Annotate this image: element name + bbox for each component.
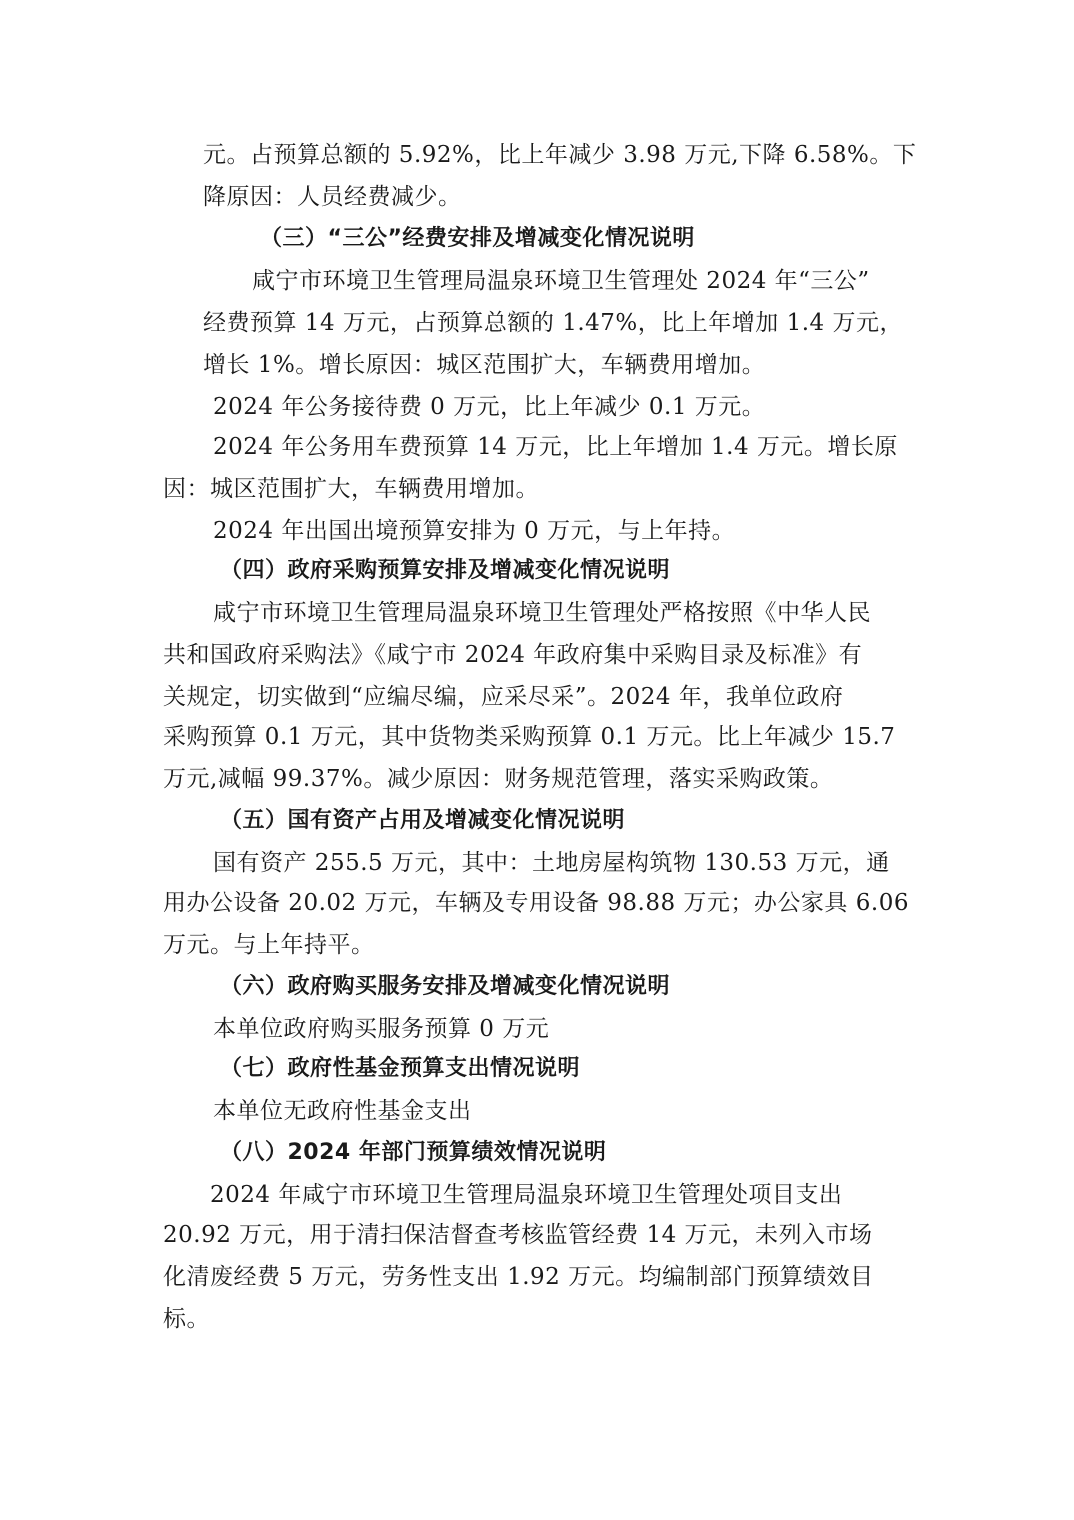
text-line: 本单位政府购买服务预算 0 万元 — [213, 1016, 550, 1042]
text-line: 元。占预算总额的 5.92%，比上年减少 3.98 万元,下降 6.58%。下 — [203, 142, 917, 168]
text-line: 共和国政府采购法》《咸宁市 2024 年政府集中采购目录及标准》有 — [163, 642, 863, 668]
section-heading: （八）2024 年部门预算绩效情况说明 — [220, 1140, 607, 1165]
text-line: 20.92 万元，用于清扫保洁督查考核监管经费 14 万元，未列入市场 — [163, 1222, 873, 1248]
text-line: 增长 1%。增长原因：城区范围扩大，车辆费用增加。 — [203, 352, 766, 378]
text-line: 关规定，切实做到“应编尽编，应采尽采”。2024 年，我单位政府 — [163, 684, 844, 710]
text-line: 咸宁市环境卫生管理局温泉环境卫生管理处严格按照《中华人民 — [213, 600, 871, 626]
section-heading: （七）政府性基金预算支出情况说明 — [220, 1056, 581, 1081]
text-line: 采购预算 0.1 万元，其中货物类采购预算 0.1 万元。比上年减少 15.7 — [163, 724, 896, 750]
text-line: 万元,减幅 99.37%。减少原因：财务规范管理，落实采购政策。 — [163, 766, 834, 792]
text-line: 2024 年公务用车费预算 14 万元，比上年增加 1.4 万元。增长原 — [213, 434, 898, 460]
text-line: 降原因：人员经费减少。 — [203, 184, 462, 210]
text-line: 经费预算 14 万元，占预算总额的 1.47%，比上年增加 1.4 万元， — [203, 310, 903, 336]
text-line: 万元。与上年持平。 — [163, 932, 375, 958]
section-heading: （四）政府采购预算安排及增减变化情况说明 — [220, 558, 671, 583]
text-line: 化清废经费 5 万元，劳务性支出 1.92 万元。均编制部门预算绩效目 — [163, 1264, 874, 1290]
text-line: 本单位无政府性基金支出 — [213, 1098, 472, 1124]
text-line: 咸宁市环境卫生管理局温泉环境卫生管理处 2024 年“三公” — [252, 268, 870, 294]
text-line: 2024 年出国出境预算安排为 0 万元，与上年持。 — [213, 518, 736, 544]
text-line: 国有资产 255.5 万元，其中：土地房屋构筑物 130.53 万元，通 — [213, 850, 890, 876]
text-line: 用办公设备 20.02 万元，车辆及专用设备 98.88 万元；办公家具 6.06 — [163, 890, 909, 916]
text-line: 标。 — [163, 1306, 210, 1332]
text-line: 2024 年公务接待费 0 万元，比上年减少 0.1 万元。 — [213, 394, 766, 420]
section-heading: （三）“三公”经费安排及增减变化情况说明 — [260, 226, 695, 251]
section-heading: （五）国有资产占用及增减变化情况说明 — [220, 808, 626, 833]
text-line: 因：城区范围扩大，车辆费用增加。 — [163, 476, 539, 502]
text-line: 2024 年咸宁市环境卫生管理局温泉环境卫生管理处项目支出 — [210, 1182, 843, 1208]
section-heading: （六）政府购买服务安排及增减变化情况说明 — [220, 974, 671, 999]
